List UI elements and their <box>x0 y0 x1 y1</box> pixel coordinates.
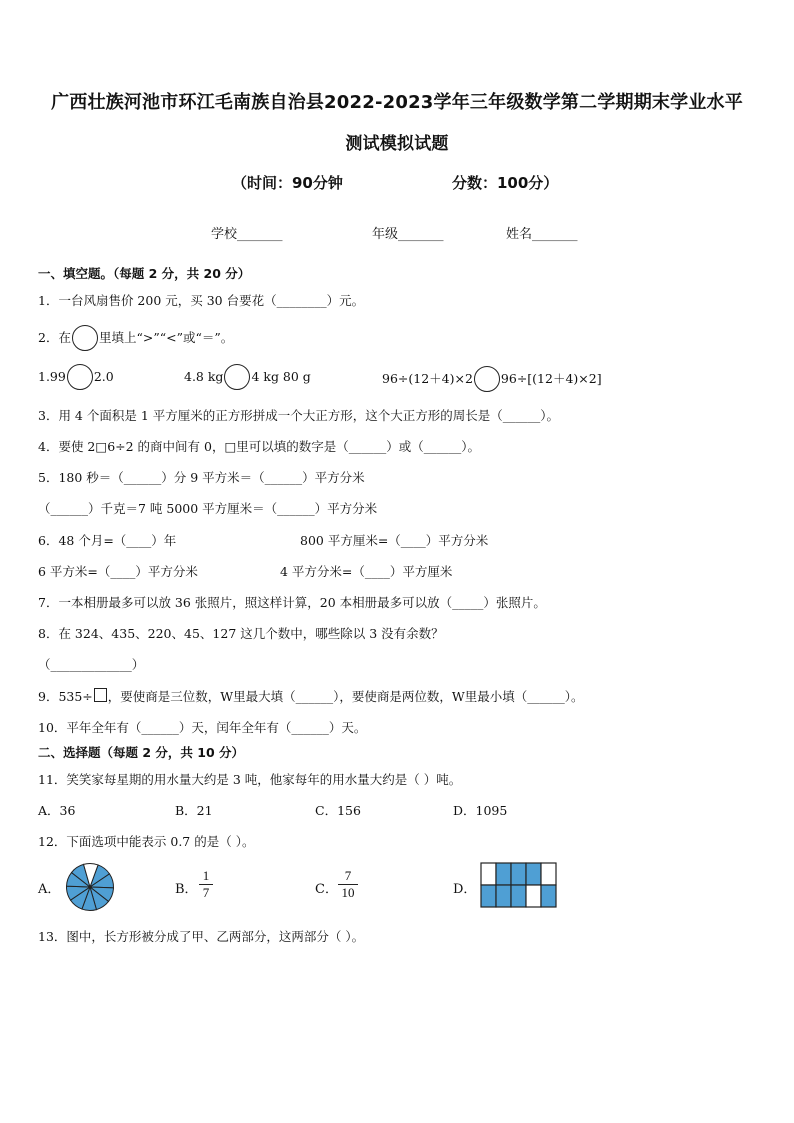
q12-option-a-label[interactable]: A． <box>38 882 61 897</box>
q11-option-d[interactable]: D．1095 <box>453 803 508 818</box>
question-2b <box>184 369 311 386</box>
question-8: 8．在 324、435、220、45、127 这几个数中，哪些除以 3 没有余数？ <box>38 626 444 641</box>
question-11: 11．笑笑家每星期的用水量大约是 3 吨，他家每年的用水量大约是（ ）吨。 <box>38 772 462 787</box>
exam-title-line2: 测试模拟试题 <box>345 134 449 154</box>
question-6a-right: 800 平方厘米=（____）平方分米 <box>300 533 489 548</box>
question-8-blank: （_____________） <box>38 657 145 672</box>
section2-heading: 二、选择题（每题 2 分，共 10 分） <box>38 745 245 760</box>
grid-cell <box>541 863 556 885</box>
school-field: 学校_______ <box>211 227 283 242</box>
question-2c <box>382 369 602 388</box>
grid-cell <box>526 885 541 907</box>
answer-circle-2c[interactable] <box>474 366 500 392</box>
question-6a-left: 6．48 个月=（____）年 <box>38 533 177 548</box>
grid-cell <box>481 863 496 885</box>
q12-option-d-label[interactable]: D． <box>453 882 477 897</box>
question-2b-left: 4.8 kg <box>184 369 224 384</box>
question-5a: 5．180 秒＝（______）分 9 平方米＝（______）平方分米 <box>38 470 365 485</box>
divisor-box-icon <box>94 688 107 702</box>
q12-option-b-label[interactable]: B． <box>175 882 198 897</box>
question-4: 4．要使 2□6÷2 的商中间有 0，□里可以填的数字是（______）或（______）。 <box>38 439 481 454</box>
grid-cell <box>511 863 526 885</box>
q11-option-c[interactable]: C．156 <box>315 803 361 818</box>
question-12: 12．下面选项中能表示 0.7 的是（ ）。 <box>38 834 255 849</box>
grid-cell <box>511 885 526 907</box>
name-field: 姓名_______ <box>506 227 578 242</box>
grid-cell <box>541 885 556 907</box>
q11-option-b[interactable]: B．21 <box>175 803 213 818</box>
q11-option-a[interactable]: A．36 <box>38 803 76 818</box>
question-2-suffix: 里填上“>”“<”或“＝”。 <box>98 330 234 345</box>
answer-circle-2b[interactable] <box>224 364 250 390</box>
question-2c-left: 96÷(12＋4)×2 <box>382 371 473 386</box>
grid-cell <box>496 885 511 907</box>
section1-heading: 一、填空题。（每题 2 分，共 20 分） <box>38 266 251 281</box>
question-2 <box>38 328 233 347</box>
question-2c-right: 96÷[(12＋4)×2] <box>500 371 602 386</box>
fraction-seven-tenths <box>338 868 358 901</box>
exam-title-line1: 广西壮族河池市环江毛南族自治县2022-2023学年三年级数学第二学期期末学业水平 <box>51 92 743 113</box>
fraction-b-denominator: 7 <box>202 885 210 900</box>
compare-circle-icon <box>72 325 98 351</box>
grid-cell <box>481 885 496 907</box>
question-6b-right: 4 平方分米=（____）平方厘米 <box>280 564 453 579</box>
grid-cell <box>526 863 541 885</box>
answer-circle-2a[interactable] <box>67 364 93 390</box>
grade-field: 年级_______ <box>372 227 444 242</box>
fraction-c-denominator: 10 <box>341 885 355 900</box>
question-9 <box>38 687 584 705</box>
question-5b: （______）千克＝7 吨 5000 平方厘米＝（______）平方分米 <box>38 501 378 516</box>
question-2-prefix: 2．在 <box>38 330 71 345</box>
fraction-c-numerator: 7 <box>344 868 352 883</box>
pie-figure <box>64 861 116 913</box>
grid-figure <box>480 862 558 910</box>
question-13: 13．图中，长方形被分成了甲、乙两部分，这两部分（ ）。 <box>38 929 365 944</box>
question-7: 7．一本相册最多可以放 36 张照片，照这样计算，20 本相册最多可以放（_____）张照片。 <box>38 595 546 610</box>
question-9-prefix: 9．535÷ <box>38 689 93 704</box>
question-2a <box>38 369 114 386</box>
question-6b-left: 6 平方米=（____）平方分米 <box>38 564 198 579</box>
question-2a-left: 1.99 <box>38 369 66 384</box>
q12-option-c-label[interactable]: C． <box>315 882 338 897</box>
question-2a-right: 2.0 <box>93 369 114 384</box>
question-3: 3．用 4 个面积是 1 平方厘米的正方形拼成一个大正方形，这个大正方形的周长是（______）。 <box>38 408 560 423</box>
question-9-suffix: ，要使商是三位数，W里最大填（______），要使商是两位数，W里最小填（______）。 <box>107 689 584 704</box>
question-1: 1．一台风扇售价 200 元，买 30 台要花（________）元。 <box>38 293 365 308</box>
question-10: 10．平年全年有（______）天，闰年全年有（______）天。 <box>38 720 367 735</box>
grid-cell <box>496 863 511 885</box>
fraction-b-numerator: 1 <box>202 868 210 883</box>
exam-time: （时间：90分钟 <box>232 174 343 192</box>
exam-score: 分数：100分） <box>452 174 559 192</box>
fraction-one-seventh <box>199 868 213 901</box>
question-2b-right: 4 kg 80 g <box>251 369 311 384</box>
